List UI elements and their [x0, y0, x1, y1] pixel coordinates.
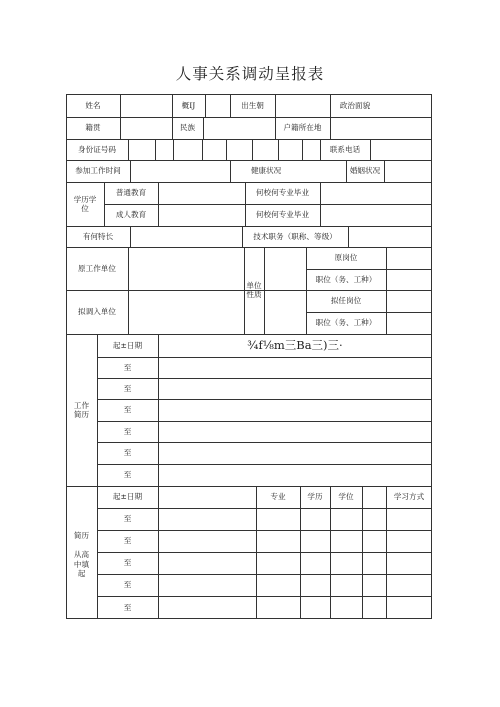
- label-degree-edu: 学历: [307, 492, 323, 502]
- label-adult-edu: 成人教育: [115, 210, 147, 220]
- label-work-start: 参加工作时间: [75, 166, 121, 176]
- col-line: [155, 139, 156, 160]
- col-line: [158, 182, 159, 226]
- gender-value-cell[interactable]: [205, 94, 230, 117]
- label-to: 至: [123, 602, 132, 612]
- label-to: 至: [123, 405, 132, 415]
- col-line: [264, 247, 265, 334]
- new-unit-value-cell[interactable]: [128, 290, 244, 334]
- label-general-edu: 普通教育: [115, 188, 147, 198]
- label-start-end-date: 起±日期: [112, 492, 143, 502]
- col-line: [128, 139, 129, 160]
- label-work-history: 工作 简历: [73, 400, 90, 419]
- label-birth: 出生朝: [241, 100, 264, 110]
- label-position-kind: 职位（务、工种）: [315, 318, 377, 328]
- label-position-kind: 职位（务、工种）: [315, 274, 377, 284]
- ethnicity-value-cell[interactable]: [203, 117, 275, 139]
- col-line: [362, 486, 363, 619]
- phone-value-cell[interactable]: [370, 139, 432, 160]
- label-school-major: 何校何专业毕业: [255, 188, 310, 198]
- label-gender: 概IJ: [181, 100, 196, 110]
- label-name: 姓名: [85, 100, 101, 110]
- orig-unit-value-cell[interactable]: [128, 247, 244, 290]
- label-orig-post: 原岗位: [334, 253, 358, 263]
- label-ethnicity: 民族: [179, 123, 196, 133]
- birth-value-cell[interactable]: [275, 94, 330, 117]
- label-to: 至: [123, 580, 132, 590]
- label-planned-post: 拟任岗位: [330, 296, 362, 306]
- tech-title-value-cell[interactable]: [348, 226, 432, 247]
- col-line: [302, 139, 303, 160]
- work-history-header: ¾f⅛m三Ba三)三·: [247, 338, 343, 353]
- label-tech-title: 技术职务（职称、等级）: [253, 231, 337, 241]
- label-to: 至: [123, 536, 132, 546]
- label-to: 至: [123, 558, 132, 568]
- col-line: [320, 182, 321, 226]
- col-line: [386, 247, 387, 334]
- label-phone: 联系电话: [329, 144, 361, 154]
- col-line: [278, 139, 279, 160]
- marital-value-cell[interactable]: [384, 160, 432, 182]
- political-value-cell[interactable]: [380, 94, 432, 117]
- label-education: 学历学 位: [73, 194, 97, 213]
- label-health: 健康状况: [250, 166, 282, 176]
- native-place-value-cell[interactable]: [120, 117, 172, 139]
- col-line: [252, 139, 253, 160]
- label-unit-nature: 单位 性质: [246, 280, 262, 299]
- label-to: 至: [123, 448, 132, 458]
- label-to: 至: [123, 383, 132, 393]
- label-start-end-date: 起±日期: [112, 340, 143, 350]
- label-study-mode: 学习方式: [393, 492, 425, 502]
- label-hukou: 户籍所在地: [283, 123, 322, 133]
- label-id-number: 身份证号码: [78, 144, 116, 154]
- label-political: 政治面貌: [339, 100, 371, 110]
- label-to: 至: [123, 470, 132, 480]
- hukou-value-cell[interactable]: [330, 117, 432, 139]
- label-orig-unit: 原工作单位: [78, 263, 116, 273]
- label-school-major: 何校何专业毕业: [255, 210, 310, 220]
- label-degree: 学位: [338, 492, 354, 502]
- work-start-value-cell[interactable]: [130, 160, 230, 182]
- label-to: 至: [123, 426, 132, 436]
- name-value-cell[interactable]: [120, 94, 172, 117]
- col-line: [158, 486, 159, 619]
- label-native-place: 籍贯: [85, 123, 101, 133]
- label-edu-history: 简历 从高 中填 起: [73, 531, 90, 579]
- label-to: 至: [123, 514, 132, 524]
- form-title: 人事关系调动呈报表: [175, 65, 325, 83]
- label-new-unit: 拟调入单位: [78, 307, 116, 317]
- label-major: 专业: [270, 492, 286, 502]
- label-marital: 婚姻状况: [349, 166, 381, 176]
- col-line: [173, 139, 174, 160]
- label-specialty: 有何特长: [82, 231, 114, 241]
- specialty-value-cell[interactable]: [130, 226, 242, 247]
- col-line: [226, 139, 227, 160]
- label-to: 至: [123, 362, 132, 372]
- col-line: [202, 139, 203, 160]
